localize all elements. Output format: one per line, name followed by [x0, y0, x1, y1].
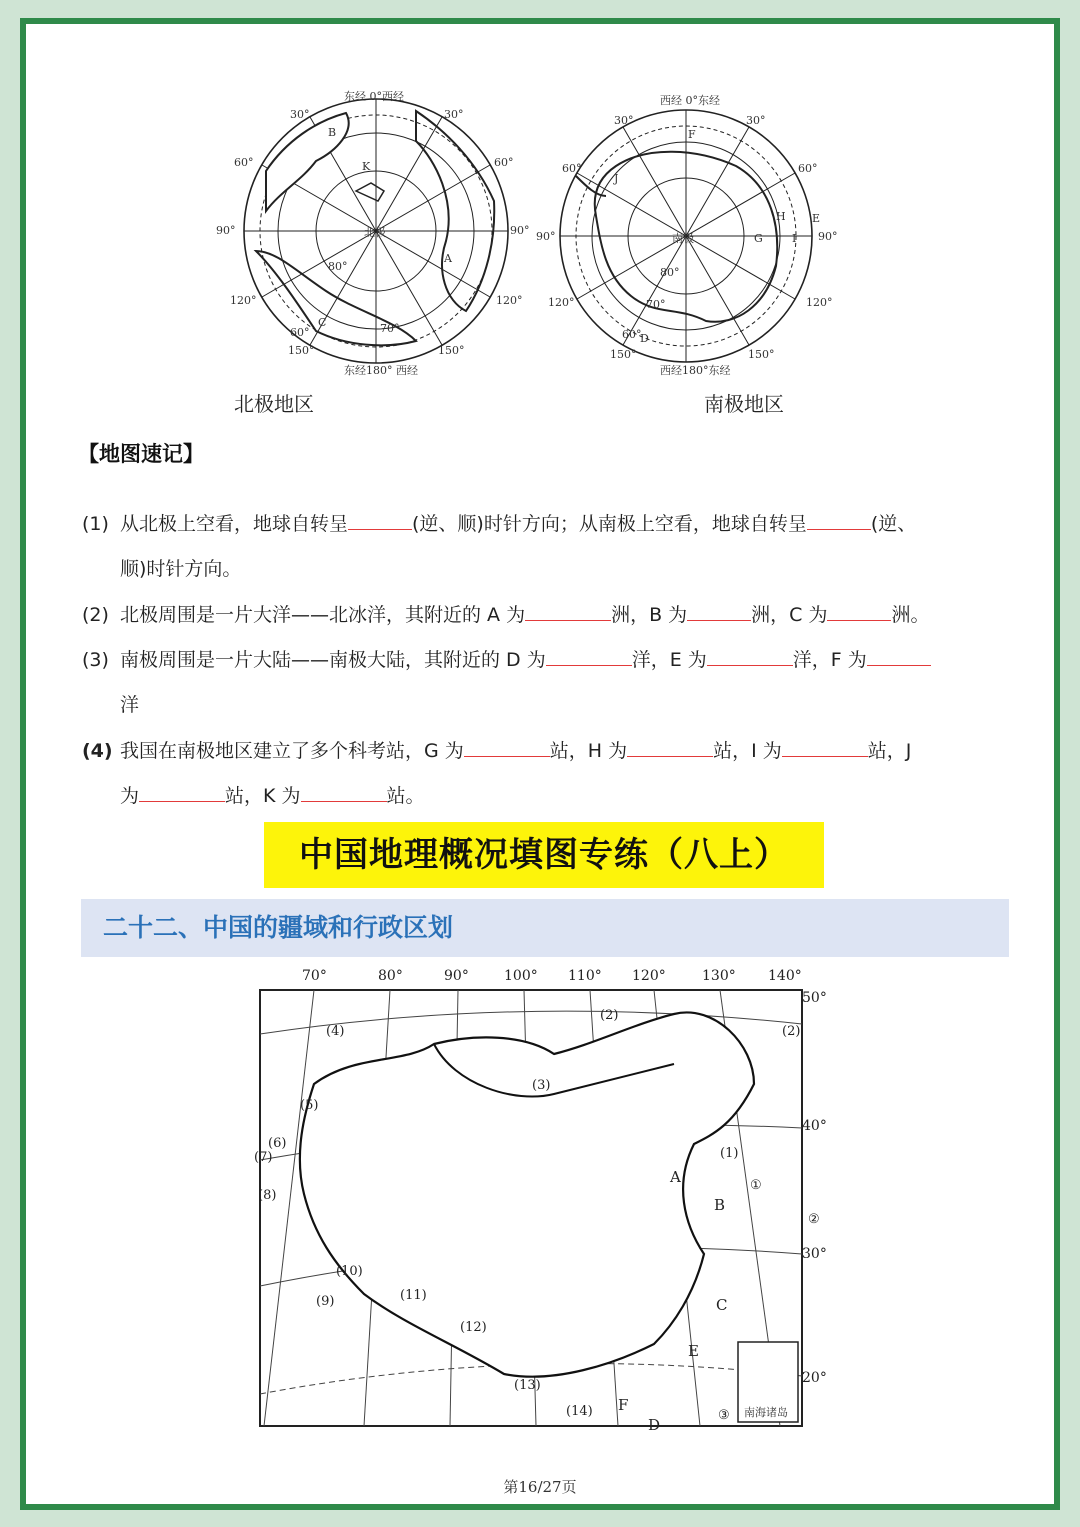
deg-label: 120° — [230, 294, 257, 307]
longitude-label: 110° — [568, 968, 602, 984]
question-text: 站，J — [867, 740, 912, 762]
map-letter: K — [362, 160, 371, 173]
longitude-label: 140° — [768, 968, 802, 984]
question-2 — [82, 599, 929, 630]
map-letter: H — [776, 210, 786, 223]
region-marker: ③ — [718, 1408, 730, 1423]
question-text: 北极周围是一片大洋——北冰洋，其附近的 A 为 — [120, 604, 526, 626]
question-4-line2 — [120, 780, 425, 811]
question-text: 洲。 — [891, 604, 930, 626]
answer-blank[interactable] — [627, 735, 713, 757]
map-letter: F — [688, 128, 696, 141]
section-title: 二十二、中国的疆域和行政区划 — [81, 899, 1009, 957]
north-pole-label: 北极 — [364, 226, 386, 239]
region-marker: (3) — [532, 1078, 551, 1093]
deg-label: 150° — [748, 348, 775, 361]
deg-label: 150° — [288, 344, 315, 357]
south-bottom-label: 西经180°东经 — [660, 364, 731, 376]
memo-heading: 【地图速记】 — [78, 442, 204, 466]
deg-label: 60° — [798, 162, 818, 175]
north-map-caption: 北极地区 — [234, 392, 314, 416]
region-marker: (1) — [720, 1146, 739, 1161]
latitude-label: 40° — [802, 1118, 827, 1134]
region-marker: (6) — [268, 1136, 287, 1151]
deg-label: 120° — [806, 296, 833, 309]
question-text: 洋，E 为 — [631, 649, 707, 671]
region-marker: (7) — [254, 1150, 273, 1165]
deg-label: 90° — [536, 230, 556, 243]
answer-blank[interactable] — [782, 735, 868, 757]
region-marker: (12) — [460, 1320, 487, 1335]
worksheet-page — [20, 18, 1060, 1510]
north-top-label: 东经 0°西经 — [344, 90, 404, 103]
question-text: 站，H 为 — [549, 740, 628, 762]
deg-label: 90° — [216, 224, 236, 237]
region-marker: (14) — [566, 1404, 593, 1419]
region-marker: (13) — [514, 1378, 541, 1393]
question-text: 站。 — [386, 785, 425, 807]
deg-label: 150° — [610, 348, 637, 361]
south-pole-label: 南极 — [672, 232, 694, 245]
question-text: 洋 — [120, 694, 140, 716]
question-text: 站，I 为 — [713, 740, 782, 762]
title-banner: 中国地理概况填图专练（八上） — [264, 822, 824, 888]
longitude-label: 120° — [632, 968, 666, 984]
region-marker: (4) — [326, 1024, 345, 1039]
deg-label: 30° — [290, 108, 310, 121]
deg-label: 60° — [622, 328, 642, 341]
question-number: (3) — [82, 649, 109, 671]
map-letter: A — [444, 252, 452, 265]
deg-label: 60° — [562, 162, 582, 175]
deg-label: 60° — [234, 156, 254, 169]
answer-blank[interactable] — [867, 644, 931, 666]
answer-blank[interactable] — [301, 780, 387, 802]
latitude-label: 20° — [802, 1370, 827, 1386]
map-letter: C — [318, 316, 327, 329]
question-text: 洲，B 为 — [611, 604, 688, 626]
answer-blank[interactable] — [139, 780, 225, 802]
deg-label: 120° — [548, 296, 575, 309]
map-letter: F — [618, 1396, 629, 1414]
deg-label: 120° — [496, 294, 523, 307]
map-letter: J — [614, 172, 619, 185]
page-footer: 第16/27页 — [503, 1478, 577, 1496]
region-marker: ① — [750, 1178, 762, 1193]
answer-blank[interactable] — [707, 644, 793, 666]
map-letter: C — [716, 1296, 728, 1314]
answer-blank[interactable] — [687, 599, 751, 621]
region-marker: (11) — [400, 1288, 427, 1303]
south-polar-map — [536, 86, 856, 376]
deg-label: 150° — [438, 344, 465, 357]
deg-label: 90° — [510, 224, 530, 237]
question-text: 洋，F 为 — [792, 649, 867, 671]
map-letter: D — [648, 1416, 661, 1434]
question-text: 我国在南极地区建立了多个科考站，G 为 — [120, 740, 464, 762]
map-letter: D — [640, 332, 649, 345]
south-top-label: 西经 0°东经 — [660, 94, 720, 107]
deg-label: 60° — [290, 326, 310, 339]
question-1 — [82, 508, 916, 539]
south-map-caption: 南极地区 — [704, 392, 784, 416]
deg-label: 80° — [660, 266, 680, 279]
longitude-label: 90° — [444, 968, 469, 984]
question-3 — [82, 644, 931, 675]
region-marker: (8) — [258, 1188, 277, 1203]
question-text: 站，K 为 — [225, 785, 301, 807]
china-map — [254, 964, 864, 1434]
longitude-label: 80° — [378, 968, 403, 984]
latitude-label: 50° — [802, 990, 827, 1006]
longitude-label: 130° — [702, 968, 736, 984]
map-letter: B — [714, 1196, 726, 1214]
answer-blank[interactable] — [464, 735, 550, 757]
map-letter: A — [670, 1168, 681, 1186]
answer-blank[interactable] — [546, 644, 632, 666]
map-letter: G — [754, 232, 763, 245]
region-marker: (2) — [782, 1024, 801, 1039]
question-text: (逆、 — [870, 513, 917, 535]
longitude-label: 70° — [302, 968, 327, 984]
deg-label: 60° — [494, 156, 514, 169]
north-polar-map — [216, 86, 536, 376]
map-letter: E — [688, 1342, 699, 1360]
question-text: 为 — [120, 785, 140, 807]
map-letter: I — [792, 232, 797, 245]
longitude-label: 100° — [504, 968, 538, 984]
deg-label: 90° — [818, 230, 838, 243]
question-number: (2) — [82, 604, 109, 626]
deg-label: 30° — [444, 108, 464, 121]
inset-label: 南海诸岛 — [744, 1406, 788, 1419]
question-number: (1) — [82, 513, 109, 535]
question-text: 洲，C 为 — [751, 604, 828, 626]
region-marker: (2) — [600, 1008, 619, 1023]
question-number: (4) — [82, 740, 113, 762]
north-bottom-label: 东经180° 西经 — [344, 364, 418, 376]
answer-blank[interactable] — [827, 599, 891, 621]
deg-label: 70° — [646, 298, 666, 311]
region-marker: ② — [808, 1212, 820, 1227]
answer-blank[interactable] — [348, 508, 412, 530]
region-marker: (5) — [300, 1098, 319, 1113]
deg-label: 80° — [328, 260, 348, 273]
deg-label: 70° — [380, 322, 400, 335]
question-text: 顺)时针方向。 — [120, 558, 242, 580]
deg-label: 30° — [746, 114, 766, 127]
question-4 — [82, 735, 911, 766]
map-letter: B — [328, 126, 337, 139]
question-text: 南极周围是一片大陆——南极大陆，其附近的 D 为 — [120, 649, 546, 671]
latitude-label: 30° — [802, 1246, 827, 1262]
map-letter: E — [812, 212, 821, 225]
answer-blank[interactable] — [807, 508, 871, 530]
deg-label: 30° — [614, 114, 634, 127]
region-marker: (9) — [316, 1294, 335, 1309]
region-marker: (10) — [336, 1264, 363, 1279]
question-text: 从北极上空看，地球自转呈 — [120, 513, 349, 535]
question-text: (逆、顺)时针方向；从南极上空看，地球自转呈 — [412, 513, 807, 535]
answer-blank[interactable] — [525, 599, 611, 621]
